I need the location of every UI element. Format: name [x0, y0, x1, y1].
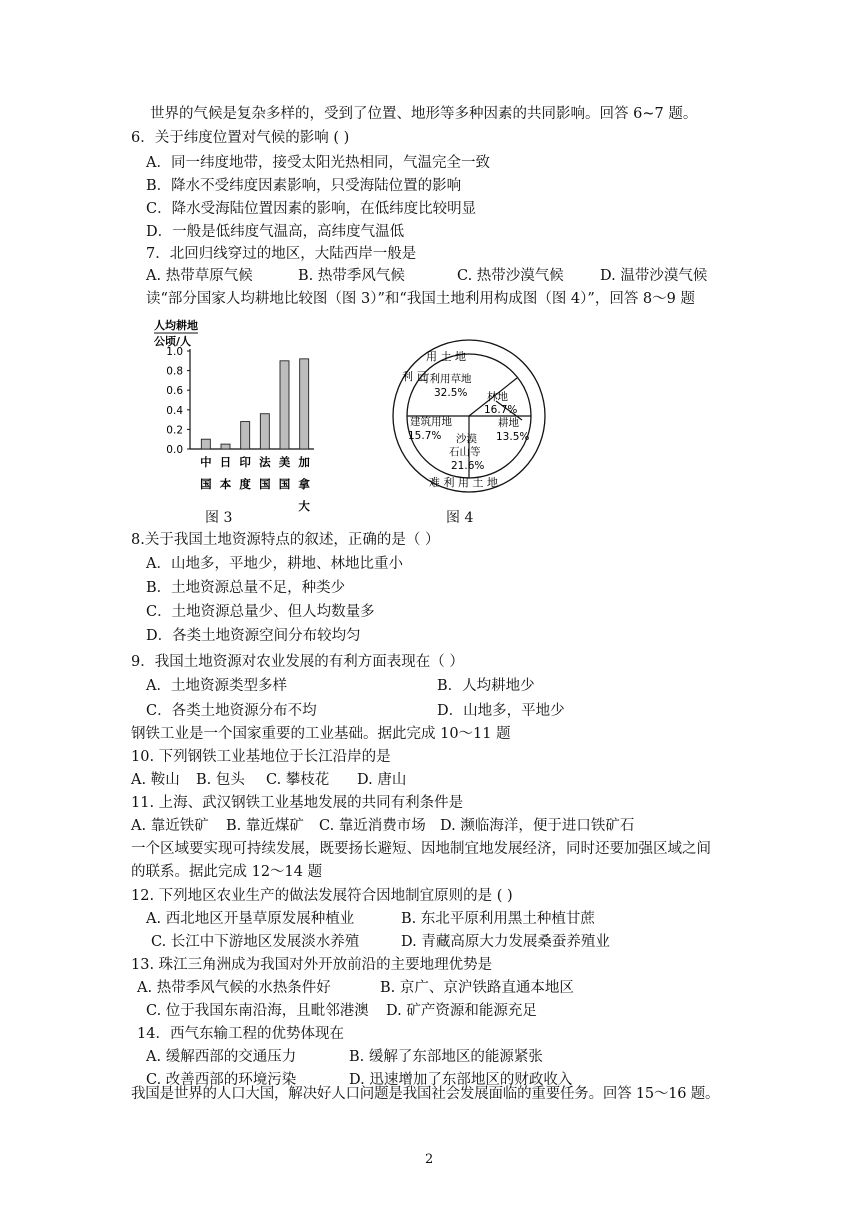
q9-option-b: B．人均耕地少: [437, 678, 535, 694]
intro-6-7: 世界的气候是复杂多样的，受到了位置、地形等多种因素的共同影响。回答 6~7 题。: [150, 106, 698, 122]
figure-3-caption: 图 3: [205, 510, 233, 526]
q14-stem: 14．西气东输工程的优势体现在: [137, 1026, 344, 1042]
q9-option-c: C．各类土地资源分布不均: [146, 703, 317, 719]
fig4-build-value: 15.7%: [408, 430, 442, 442]
q8-stem: 8.关于我国土地资源特点的叙述，正确的是（ ）: [131, 532, 440, 548]
q10-option-b: B. 包头: [196, 772, 245, 788]
fig3-category-label: 度: [239, 477, 251, 491]
q10-stem: 10. 下列钢铁工业基地位于长江沿岸的是: [131, 749, 391, 765]
q10-option-c: C. 攀枝花: [266, 772, 330, 788]
fig3-bar: [241, 422, 250, 449]
q7-option-b: B. 热带季风气候: [298, 268, 405, 284]
fig3-category-label: 国: [259, 477, 271, 491]
fig4-forest-value: 16.7%: [484, 404, 518, 416]
figure-4-land-use-pie: [392, 338, 552, 494]
q7-option-c: C. 热带沙漠气候: [457, 268, 564, 284]
page-number: 2: [425, 1152, 434, 1167]
intro-12-14-line2: 的联系。据此完成 12～14 题: [131, 864, 323, 880]
q8-option-b: B．土地资源总量不足，种类少: [146, 580, 346, 596]
fig4-outer-label-bottom: 难 利 用 土 地: [429, 476, 498, 489]
q10-option-a: A. 鞍山: [131, 772, 180, 788]
fig3-category-label: 法: [259, 455, 271, 469]
fig3-category-label: 拿: [298, 477, 310, 491]
fig3-y-title-1: 人均耕地: [154, 319, 198, 332]
fig4-outer-label-left: 利 已: [402, 370, 428, 383]
fig4-forest-label: 林地: [487, 391, 508, 403]
fig4-desert-label-1: 沙漠: [456, 433, 477, 445]
fig3-bar: [280, 361, 289, 449]
fig4-arable-value: 13.5%: [496, 431, 530, 443]
fig3-y-tick-label: 0.8: [166, 365, 183, 378]
figure-4-caption: 图 4: [446, 510, 474, 526]
q6-option-a: A．同一纬度地带，接受太阳光热相同，气温完全一致: [146, 155, 490, 171]
fig4-desert-value: 21.6%: [451, 460, 485, 472]
fig3-category-label: 中: [200, 455, 212, 469]
fig3-category-label: 印: [239, 455, 251, 469]
q12-option-c: C. 长江中下游地区发展淡水养殖: [151, 934, 360, 950]
fig3-y-tick-label: 0.0: [166, 444, 183, 456]
fig3-bars: [201, 359, 308, 449]
q8-option-a: A．山地多，平地少，耕地、林地比重小: [146, 556, 403, 572]
q10-option-d: D. 唐山: [357, 772, 407, 788]
intro-10-11: 钢铁工业是一个国家重要的工业基础。据此完成 10～11 题: [131, 726, 511, 742]
q9-stem: 9．我国土地资源对农业发展的有利方面表现在（ ）: [131, 654, 464, 670]
q13-option-c: C. 位于我国东南沿海，且毗邻港澳: [146, 1003, 369, 1019]
q12-option-d: D. 青藏高原大力发展桑蚕养殖业: [401, 934, 610, 950]
fig3-axis: [166, 346, 314, 456]
fig4-outer-label-top: 用 土 地: [426, 350, 466, 363]
q14-option-b: B. 缓解了东部地区的能源紧张: [349, 1049, 543, 1065]
fig4-build-label: 建筑用地: [410, 416, 452, 428]
q7-option-d: D. 温带沙漠气候: [600, 268, 708, 284]
fig3-y-tick-label: 1.0: [166, 346, 183, 358]
q7-option-a: A. 热带草原气候: [146, 268, 253, 284]
q14-option-a: A. 缓解西部的交通压力: [146, 1049, 297, 1065]
fig3-y-tick-label: 0.4: [166, 404, 183, 417]
q11-option-a: A. 靠近铁矿: [131, 818, 209, 834]
fig3-bar: [260, 414, 269, 449]
fig3-y-tick-label: 0.6: [166, 385, 183, 398]
q12-stem: 12. 下列地区农业生产的做法发展符合因地制宜原则的是 ( ): [131, 888, 513, 904]
fig3-category-label: 美: [278, 455, 291, 469]
q11-option-b: B. 靠近煤矿: [226, 818, 304, 834]
q14-option-d: D. 迅速增加了东部地区的财政收入: [349, 1072, 573, 1088]
fig3-category-label: 国: [278, 477, 291, 491]
q6-option-c: C．降水受海陆位置因素的影响，在低纬度比较明显: [146, 201, 477, 217]
fig4-grass-value: 32.5%: [434, 387, 468, 399]
q6-option-d: D．一般是低纬度气温高，高纬度气温低: [146, 224, 405, 240]
fig3-category-label: 大: [298, 499, 310, 513]
q11-option-d: D. 濒临海洋，便于进口铁矿石: [440, 818, 635, 834]
fig3-category-label: 日: [219, 455, 232, 469]
fig3-category-label: 本: [219, 477, 232, 491]
q9-option-a: A．土地资源类型多样: [146, 678, 287, 694]
fig3-bar: [221, 444, 230, 449]
q11-stem: 11. 上海、武汉钢铁工业基地发展的共同有利条件是: [131, 795, 464, 811]
q8-option-d: D．各类土地资源空间分布较均匀: [146, 628, 361, 644]
q13-option-a: A. 热带季风气候的水热条件好: [137, 980, 331, 996]
fig3-y-title-2: 公顷/人: [154, 335, 192, 348]
fig3-bar: [201, 439, 210, 449]
q6-stem: 6．关于纬度位置对气候的影响 ( ): [131, 130, 350, 146]
q12-option-a: A. 西北地区开垦草原发展种植业: [146, 911, 355, 927]
q7-stem: 7．北回归线穿过的地区，大陆西岸一般是: [146, 246, 417, 262]
q13-stem: 13. 珠江三角洲成为我国对外开放前沿的主要地理优势是: [131, 957, 493, 973]
q9-option-d: D．山地多，平地少: [437, 703, 565, 719]
fig3-y-tick-label: 0.2: [166, 424, 183, 437]
figure-3-bar-chart: [148, 312, 328, 513]
q12-option-b: B. 东北平原利用黑土种植甘蔗: [401, 911, 595, 927]
fig3-category-labels: [200, 455, 310, 513]
fig3-category-label: 国: [200, 477, 212, 491]
q14-option-c: C. 改善西部的环境污染: [146, 1072, 297, 1088]
fig4-desert-label-2: 石山等: [449, 446, 481, 458]
fig4-grass-label: 可利用草地: [419, 373, 472, 385]
intro-15-16: 我国是世界的人口大国，解决好人口问题是我国社会发展面临的重要任务。回答 15～16 题。: [131, 1086, 720, 1102]
intro-8-9: 读“部分国家人均耕地比较图（图 3）”和“我国土地利用构成图（图 4）”，回答 8～9 题: [146, 291, 695, 307]
fig4-arable-label: 耕地: [498, 417, 519, 429]
q6-option-b: B．降水不受纬度因素影响，只受海陆位置的影响: [146, 178, 462, 194]
q13-option-d: D. 矿产资源和能源充足: [386, 1003, 537, 1019]
fig3-bar: [300, 359, 309, 449]
intro-12-14-line1: 一个区域要实现可持续发展，既要扬长避短、因地制宜地发展经济，同时还要加强区域之间: [131, 841, 711, 857]
q13-option-b: B. 京广、京沪铁路直通本地区: [380, 980, 574, 996]
q11-option-c: C. 靠近消费市场: [319, 818, 426, 834]
q8-option-c: C．土地资源总量少、但人均数量多: [146, 604, 375, 620]
fig3-category-label: 加: [298, 455, 310, 469]
